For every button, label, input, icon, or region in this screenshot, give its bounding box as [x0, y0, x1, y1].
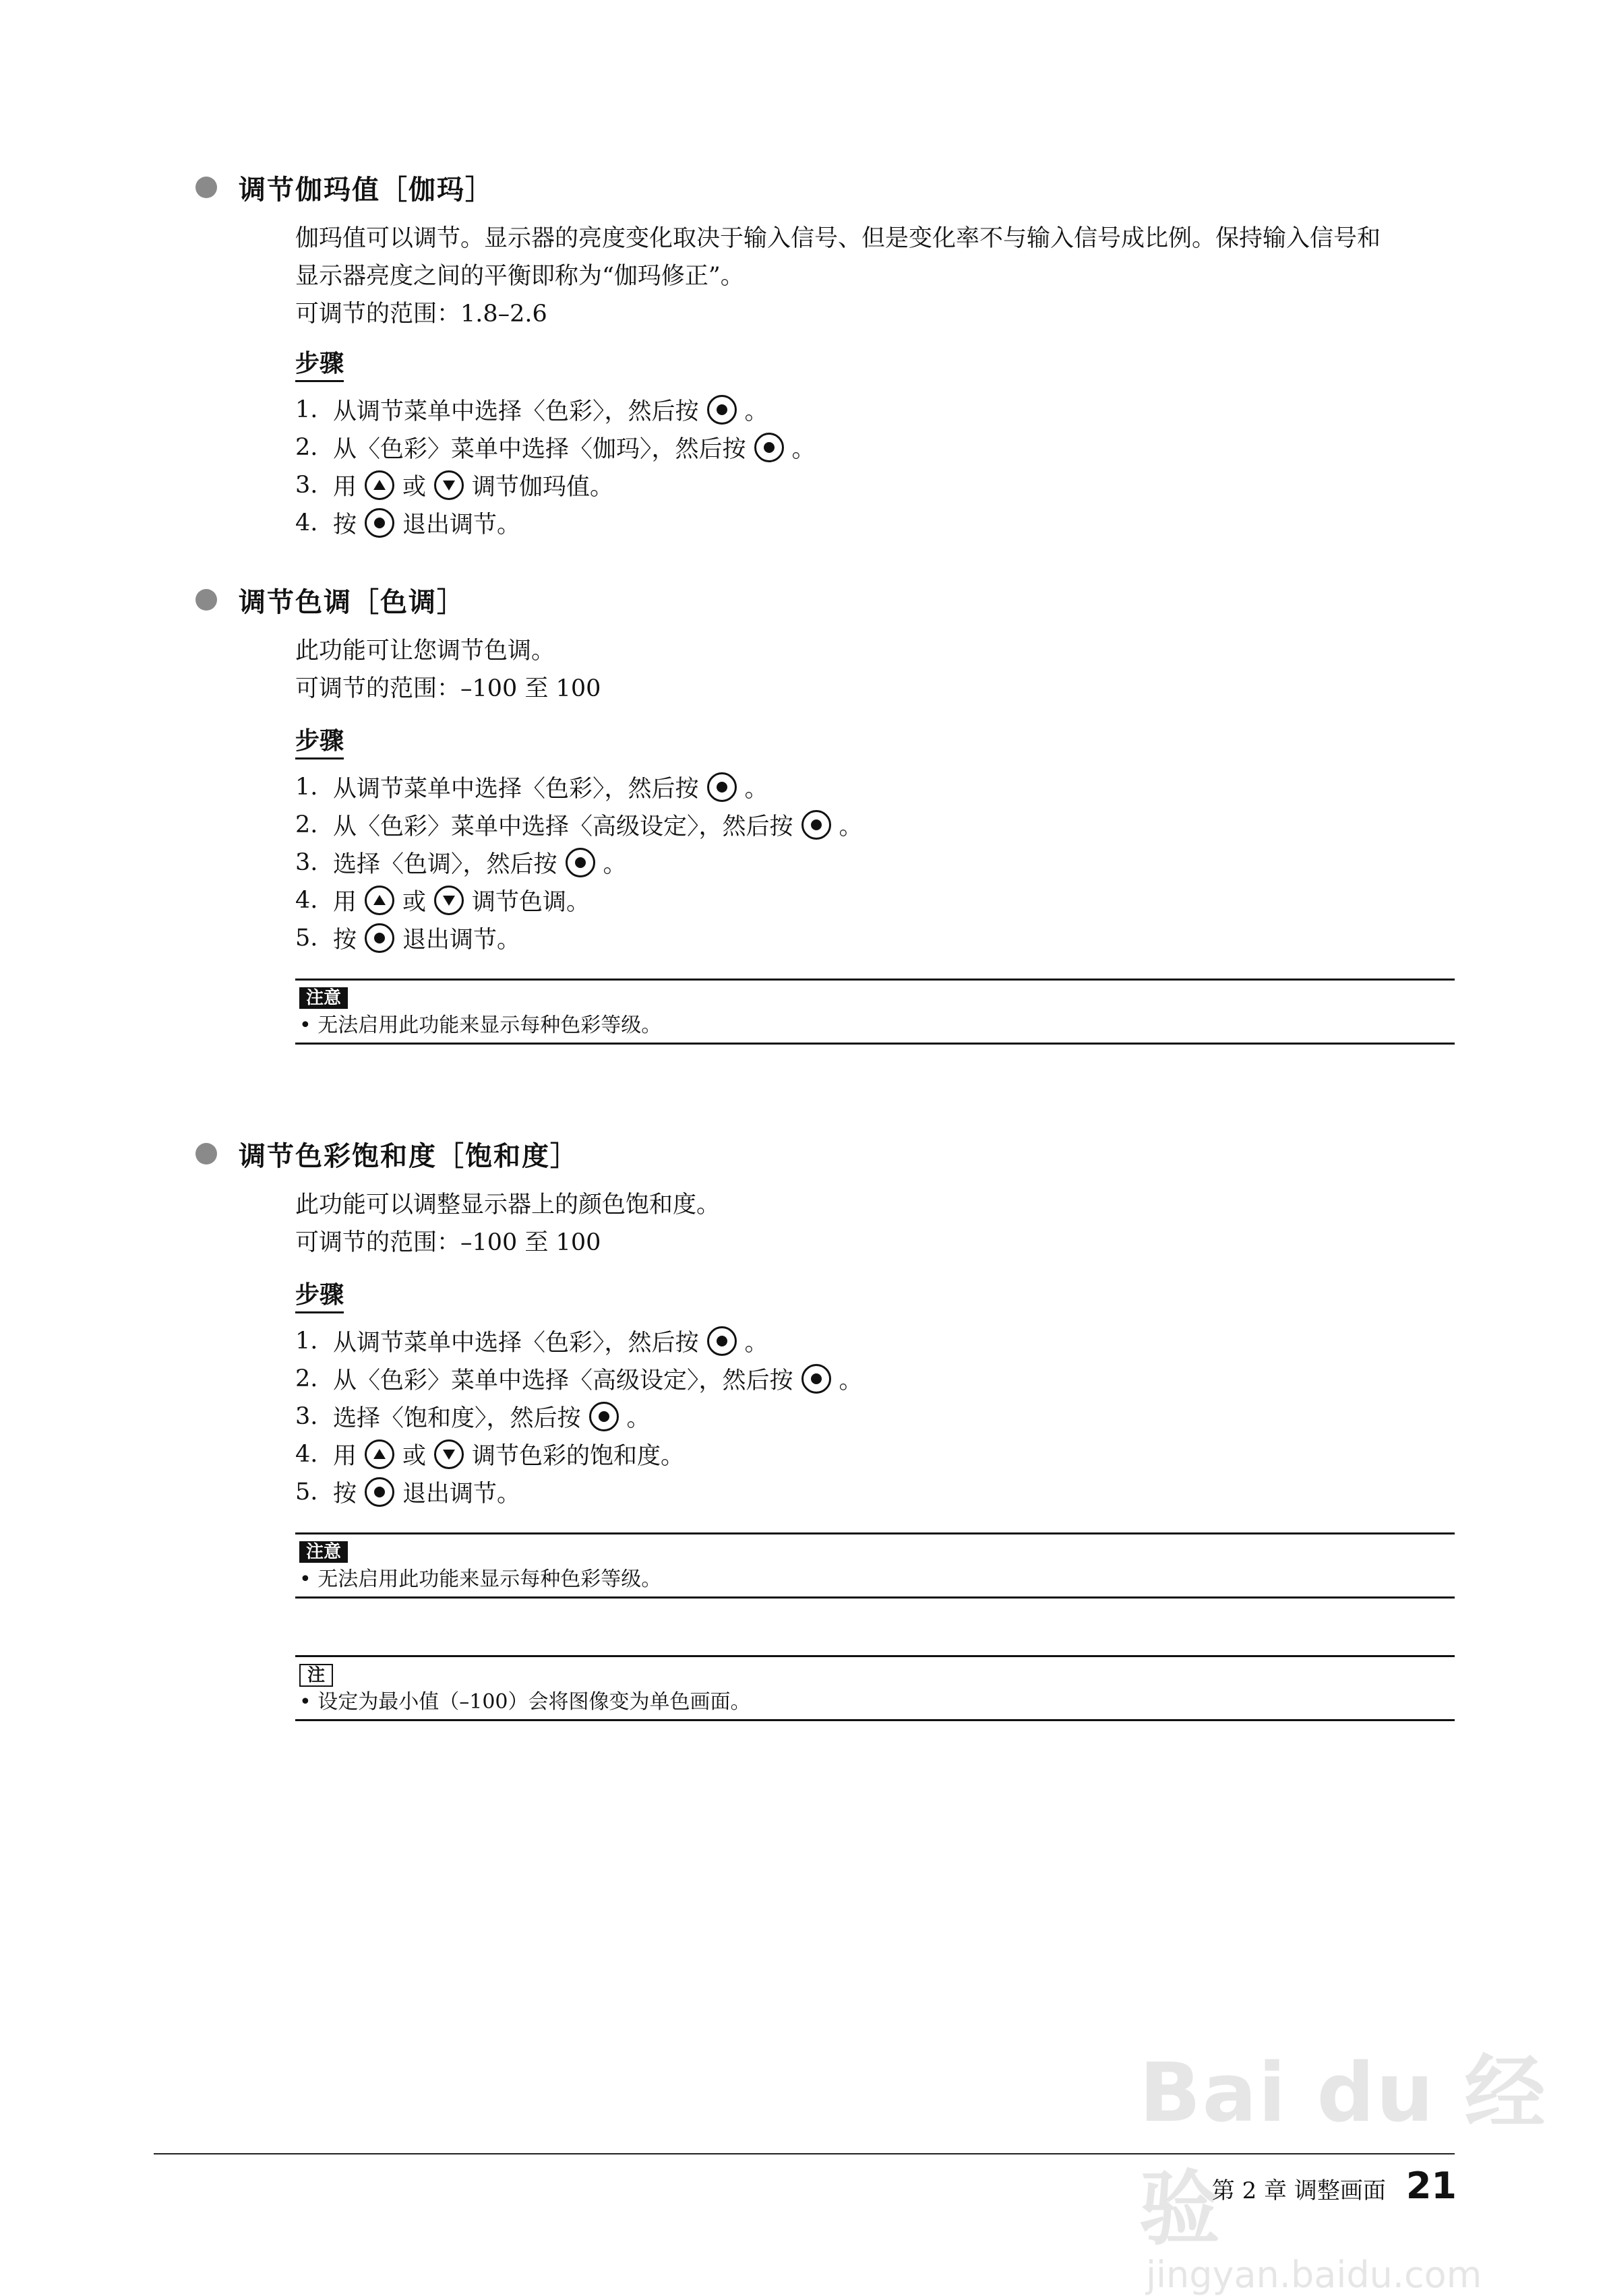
step-text: 调节伽玛值。	[472, 474, 614, 501]
enter-button-icon	[754, 433, 784, 462]
step-text: 。	[626, 1405, 650, 1432]
step-text: 按	[333, 511, 357, 538]
footer-divider	[154, 2153, 1455, 2154]
step-text: 按	[333, 927, 357, 954]
step-item	[295, 1473, 863, 1511]
step-item	[295, 1322, 863, 1360]
step-number: 3.	[295, 472, 318, 499]
step-text: 。	[744, 1330, 768, 1357]
down-button-icon	[434, 886, 464, 915]
section-gamma-heading	[195, 167, 493, 208]
step-number: 5.	[295, 1479, 318, 1506]
step-number: 4.	[295, 887, 318, 914]
step-text: 用	[333, 889, 357, 916]
bullet-icon	[195, 589, 217, 611]
step-text: 调节色彩的饱和度。	[472, 1443, 685, 1470]
step-text: 。	[603, 851, 627, 878]
step-text: 从〈色彩〉菜单中选择〈高级设定〉，然后按	[333, 813, 793, 840]
caution-box	[295, 979, 1455, 1045]
step-number: 4.	[295, 1441, 318, 1468]
step-text: 或	[402, 889, 427, 916]
step-item	[295, 919, 863, 957]
step-item	[295, 391, 816, 429]
description-line: 伽玛值可以调节。显示器的亮度变化取决于输入信号、但是变化率不与输入信号成比例。保持输入信号和	[295, 225, 1381, 252]
note-tag: 注	[299, 1664, 333, 1687]
step-item	[295, 429, 816, 466]
enter-button-icon	[707, 1326, 737, 1356]
note-text: • 设定为最小值（–100）会将图像变为单色画面。	[299, 1690, 751, 1714]
step-text: 或	[402, 1443, 427, 1470]
step-text: 从调节菜单中选择〈色彩〉，然后按	[333, 776, 699, 803]
step-number: 5.	[295, 925, 318, 952]
step-item	[295, 768, 863, 806]
watermark-logo: Bai du 经验	[1139, 2047, 1547, 2256]
step-number: 1.	[295, 1328, 318, 1355]
caution-text: • 无法启用此功能来显示每种色彩等级。	[299, 1014, 662, 1037]
step-text: 。	[839, 813, 863, 840]
step-item	[295, 1398, 863, 1435]
step-item	[295, 806, 863, 844]
up-button-icon	[365, 470, 394, 500]
step-text: 调节色调。	[472, 889, 590, 916]
step-text: 退出调节。	[402, 927, 521, 954]
steps-label: 步骤	[295, 349, 344, 382]
section-description	[295, 220, 1381, 333]
enter-button-icon	[707, 395, 737, 425]
step-item	[295, 881, 863, 919]
section-saturation-heading	[195, 1134, 578, 1174]
step-text: 。	[744, 776, 768, 803]
description-line: 可调节的范围：1.8–2.6	[295, 301, 547, 328]
step-text: 用	[333, 474, 357, 501]
step-text: 选择〈色调〉，然后按	[333, 851, 557, 878]
step-number: 2.	[295, 434, 318, 461]
page-number: 21	[1405, 2165, 1457, 2207]
description-line: 可调节的范围：–100 至 100	[295, 675, 601, 702]
enter-button-icon	[365, 1477, 394, 1507]
section-title: 调节伽玛值［伽玛］	[239, 174, 493, 206]
bullet-icon	[195, 1143, 217, 1165]
step-number: 2.	[295, 811, 318, 838]
description-line: 此功能可让您调节色调。	[295, 638, 555, 664]
section-description	[295, 632, 601, 708]
step-number: 1.	[295, 396, 318, 423]
step-item	[295, 844, 863, 881]
step-item	[295, 1435, 863, 1473]
chapter-label: 第 2 章 调整画面	[1211, 2177, 1386, 2204]
step-number: 4.	[295, 509, 318, 536]
enter-button-icon	[801, 1364, 831, 1394]
caution-tag: 注意	[299, 987, 348, 1009]
step-number: 2.	[295, 1365, 318, 1392]
step-text: 从调节菜单中选择〈色彩〉，然后按	[333, 1330, 699, 1357]
page-footer	[1212, 2165, 1457, 2207]
section-title: 调节色调［色调］	[239, 586, 465, 618]
step-item	[295, 1360, 863, 1398]
enter-button-icon	[365, 923, 394, 953]
step-text: 从〈色彩〉菜单中选择〈伽玛〉，然后按	[333, 436, 746, 463]
step-text: 退出调节。	[402, 511, 521, 538]
step-item	[295, 504, 816, 542]
section-hue-heading	[195, 580, 465, 620]
down-button-icon	[434, 470, 464, 500]
enter-button-icon	[801, 810, 831, 840]
up-button-icon	[365, 1439, 394, 1469]
enter-button-icon	[566, 848, 595, 877]
step-text: 选择〈饱和度〉，然后按	[333, 1405, 581, 1432]
step-number: 1.	[295, 774, 318, 801]
bullet-icon	[195, 177, 217, 198]
step-text: 或	[402, 474, 427, 501]
enter-button-icon	[707, 772, 737, 802]
steps-list	[295, 391, 816, 542]
baidu-watermark	[1139, 2028, 1605, 2296]
step-text: 。	[791, 436, 816, 463]
step-text: 退出调节。	[402, 1481, 521, 1508]
description-line: 显示器亮度之间的平衡即称为“伽玛修正”。	[295, 263, 744, 290]
step-number: 3.	[295, 849, 318, 876]
step-text: 按	[333, 1481, 357, 1508]
step-text: 从调节菜单中选择〈色彩〉，然后按	[333, 398, 699, 425]
steps-list	[295, 768, 863, 957]
section-title: 调节色彩饱和度［饱和度］	[239, 1140, 578, 1172]
section-description	[295, 1186, 720, 1262]
steps-list	[295, 1322, 863, 1511]
step-text: 。	[744, 398, 768, 425]
step-text: 用	[333, 1443, 357, 1470]
caution-text: • 无法启用此功能来显示每种色彩等级。	[299, 1568, 662, 1591]
description-line: 可调节的范围：–100 至 100	[295, 1229, 601, 1256]
step-text: 从〈色彩〉菜单中选择〈高级设定〉，然后按	[333, 1367, 793, 1394]
enter-button-icon	[589, 1402, 619, 1431]
step-text: 。	[839, 1367, 863, 1394]
note-box	[295, 1655, 1455, 1721]
down-button-icon	[434, 1439, 464, 1469]
caution-tag: 注意	[299, 1541, 348, 1563]
caution-box	[295, 1532, 1455, 1599]
up-button-icon	[365, 886, 394, 915]
steps-label: 步骤	[295, 726, 344, 759]
step-number: 3.	[295, 1403, 318, 1430]
enter-button-icon	[365, 508, 394, 538]
watermark-url: jingyan.baidu.com	[1146, 2254, 1482, 2296]
steps-label: 步骤	[295, 1280, 344, 1313]
description-line: 此功能可以调整显示器上的颜色饱和度。	[295, 1191, 721, 1218]
step-item	[295, 466, 816, 504]
